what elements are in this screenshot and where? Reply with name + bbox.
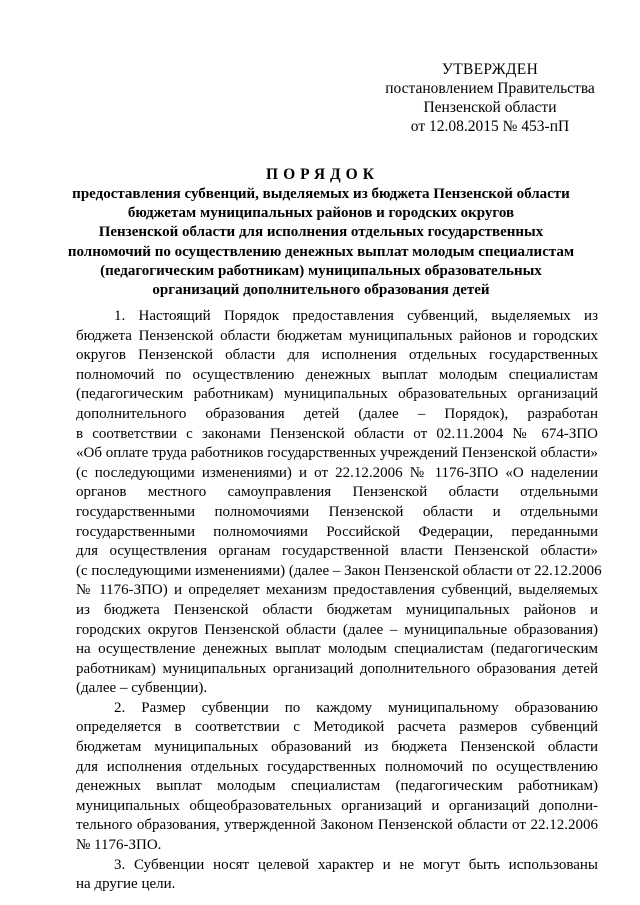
approval-line: постановлением Правительства xyxy=(385,80,595,97)
paragraph-line: денежных выплат молодым специалистам (педагогическим работникам) xyxy=(76,778,598,795)
paragraph-line: полномочий по осуществлению денежных выплат молодым специалистам xyxy=(76,366,598,383)
paragraph-line: государственными полномочиями Пензенской области и отдельными xyxy=(76,503,598,520)
document-body xyxy=(76,307,602,895)
paragraph-line: муниципальных общеобразовательных организаций и организаций дополни- xyxy=(76,797,598,814)
subtitle-line: Пензенской области для исполнения отдельных государственных xyxy=(98,224,544,241)
paragraph-line: для исполнения отдельных государственных полномочий по осуществлению xyxy=(76,758,598,775)
paragraph-line: бюджета Пензенской области бюджетам муниципальных районов и городских xyxy=(76,327,598,344)
document-subtitle xyxy=(40,185,602,300)
paragraph-line: на осуществление денежных выплат молодым специалистам (педагогическим xyxy=(76,641,598,658)
approval-stamp xyxy=(360,60,620,136)
paragraph-line: бюджетам муниципальных образований из бюджета Пензенской области xyxy=(76,739,598,756)
paragraph-line: № 1176-ЗПО. xyxy=(76,837,162,854)
paragraph-line: для осуществления органам государственной власти Пензенской области» xyxy=(76,543,598,560)
paragraph-1 xyxy=(76,307,602,699)
approval-line: Пензенской области xyxy=(423,99,557,116)
paragraph-line: 2. Размер субвенции по каждому муниципальному образованию xyxy=(114,699,598,716)
paragraph-line: определяется в соответствии с Методикой расчета размеров субвенций xyxy=(76,719,598,736)
paragraph-line: «Об оплате труда работников государственных учреждений Пензенской области» xyxy=(76,445,598,462)
approval-line: от 12.08.2015 № 453-пП xyxy=(410,118,570,135)
subtitle-line: организаций дополнительного образования детей xyxy=(152,282,490,299)
paragraph-line: (далее – субвенции). xyxy=(76,680,208,697)
paragraph-line: (с последующими изменениями) и от 22.12.2006 № 1176-ЗПО «О наделении xyxy=(76,464,598,481)
subtitle-line: предоставления субвенций, выделяемых из бюджета Пензенской области xyxy=(72,186,570,202)
paragraph-line: на другие цели. xyxy=(76,876,176,893)
paragraph-line: из бюджета Пензенской области бюджетам муниципальных районов и xyxy=(76,601,598,618)
paragraph-line: органов местного самоуправления Пензенской области отдельными xyxy=(76,484,598,501)
paragraph-3 xyxy=(76,856,598,895)
paragraph-line: 1. Настоящий Порядок предоставления субвенций, выделяемых из xyxy=(114,308,598,324)
subtitle-line: (педагогическим работникам) муниципальных образовательных xyxy=(100,262,542,279)
paragraph-line: городских округов Пензенской области (далее – муниципальные образования) xyxy=(76,621,598,638)
paragraph-line: (с последующими изменениями) (далее – Закон Пензенской области от 22.12.2006 xyxy=(76,562,602,579)
paragraph-2 xyxy=(76,699,598,856)
paragraph-line: № 1176-ЗПО) и определяет механизм предоставления субвенций, выделяемых xyxy=(76,582,598,599)
paragraph-line: государственными полномочиями Российской Федерации, переданными xyxy=(76,523,598,540)
paragraph-line: дополнительного образования детей (далее – Порядок), разработан xyxy=(76,405,598,422)
paragraph-line: тельного образования, утвержденной Законом Пензенской области от 22.12.2006 xyxy=(76,817,598,834)
paragraph-line: (педагогическим работникам) муниципальных образовательных организаций xyxy=(76,386,598,403)
approval-title: УТВЕРЖДЕН xyxy=(441,61,539,78)
paragraph-line: в соответствии с законами Пензенской области от 02.11.2004 № 674-ЗПО xyxy=(76,425,598,442)
paragraph-line: 3. Субвенции носят целевой характер и не могут быть использованы xyxy=(114,856,598,873)
subtitle-line: бюджетам муниципальных районов и городских округов xyxy=(127,205,515,222)
paragraph-line: округов Пензенской области для исполнения отдельных государственных xyxy=(76,347,598,364)
paragraph-line: работникам) муниципальных организаций дополнительного образования детей xyxy=(76,660,598,677)
subtitle-line: полномочий по осуществлению денежных выплат молодым специалистам xyxy=(67,243,575,260)
document-title: ПОРЯДОК xyxy=(266,166,379,183)
